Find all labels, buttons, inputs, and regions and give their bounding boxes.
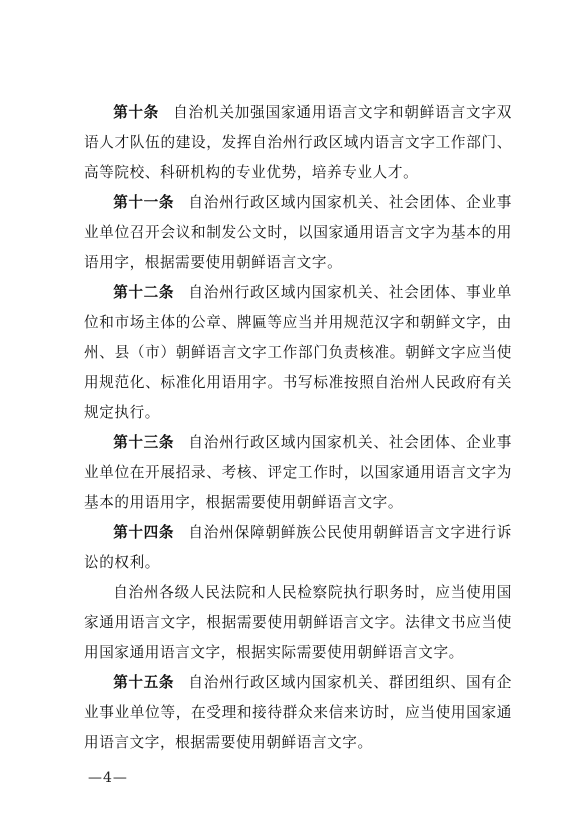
article-text: 自治州行政区域内国家机关、群团组织、国有企业事业单位等，在受理和接待群众来信来访时，应当使用国家通用语言文字，根据需要使用朝鲜语言文字。 xyxy=(84,674,512,751)
article-number: 第十四条 xyxy=(113,524,175,541)
page-number: —4— xyxy=(88,770,128,786)
article-15-paragraph xyxy=(84,668,512,758)
article-text: 自治州各级人民法院和人民检察院执行职务时，应当使用国家通用语言文字，根据需要使用朝鲜语言文字。法律文书应当使用国家通用语言文字，根据实际需要使用朝鲜语言文字。 xyxy=(84,584,512,661)
article-text: 自治州保障朝鲜族公民使用朝鲜语言文字进行诉讼的权利。 xyxy=(84,524,512,571)
article-13-paragraph xyxy=(84,428,512,518)
article-number: 第十三条 xyxy=(113,434,175,451)
article-number: 第十五条 xyxy=(113,674,175,691)
article-10-paragraph xyxy=(84,98,512,188)
article-text: 自治机关加强国家通用语言文字和朝鲜语言文字双语人才队伍的建设，发挥自治州行政区域内语言文字工作部门、高等院校、科研机构的专业优势，培养专业人才。 xyxy=(84,104,513,181)
article-11-paragraph xyxy=(84,188,512,278)
article-number: 第十一条 xyxy=(113,194,175,211)
article-text: 自治州行政区域内国家机关、社会团体、企业事业单位召开会议和制发公文时，以国家通用语言文字为基本的用语用字，根据需要使用朝鲜语言文字。 xyxy=(84,194,512,271)
article-number: 第十二条 xyxy=(113,284,175,301)
document-body xyxy=(84,98,512,758)
article-number: 第十条 xyxy=(113,104,159,121)
article-text: 自治州行政区域内国家机关、社会团体、事业单位和市场主体的公章、牌匾等应当并用规范汉字和朝鲜文字，由州、县（市）朝鲜语言文字工作部门负责核准。朝鲜文字应当使用规范化、标准化用语用字。书写标准按照自治州人民政府有关规定执行。 xyxy=(84,284,512,421)
article-14-continuation-paragraph xyxy=(84,578,512,668)
article-12-paragraph xyxy=(84,278,512,428)
article-14-paragraph xyxy=(84,518,512,578)
article-text: 自治州行政区域内国家机关、社会团体、企业事业单位在开展招录、考核、评定工作时，以国家通用语言文字为基本的用语用字，根据需要使用朝鲜语言文字。 xyxy=(84,434,512,511)
